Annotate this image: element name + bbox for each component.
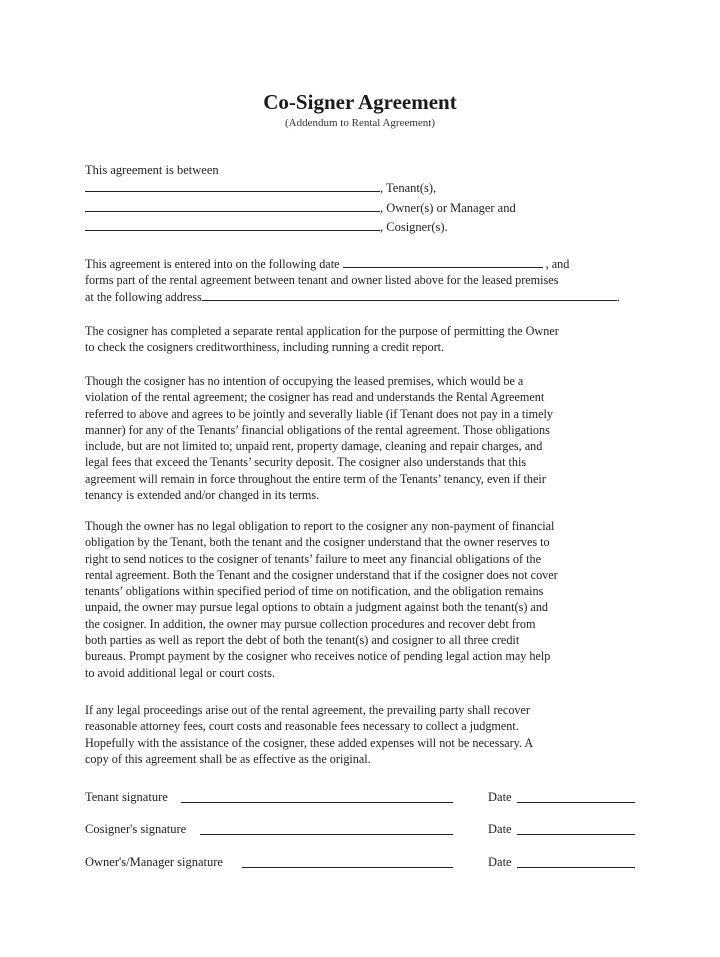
paragraph-line: manner) for any of the Tenants’ financial obligations of the rental agreement. Those obligations <box>85 422 550 437</box>
document-subtitle: (Addendum to Rental Agreement) <box>285 117 435 129</box>
address-line-text: at the following address <box>85 289 202 304</box>
paragraph-line: unpaid, the owner may pursue legal options to obtain a judgment against both the tenant(s) and <box>85 600 549 615</box>
paragraph-line: obligation by the Tenant, both the tenant and the cosigner understand that the owner reserves to <box>85 535 550 550</box>
paragraph-line: right to send notices to the cosigner of tenants’ failure to meet any financial obligations of the <box>85 551 541 566</box>
paragraph-line: rental agreement. Both the Tenant and the cosigner understand that if the cosigner does not cover <box>85 567 558 582</box>
document-title: Co-Signer Agreement <box>263 90 457 114</box>
paragraph-line: Though the owner has no legal obligation to report to the cosigner any non-payment of financial <box>85 519 555 533</box>
owner-date-field[interactable] <box>517 867 635 868</box>
credit-paragraph <box>85 323 645 356</box>
owner-signature-field[interactable] <box>242 867 453 868</box>
cosigner-date-field[interactable] <box>517 834 635 835</box>
cosigner-signature-field[interactable] <box>200 834 453 835</box>
tenant-name-field[interactable] <box>85 180 380 192</box>
paragraph-line: legal fees that exceed the Tenants’ security deposit. The cosigner also understands that this <box>85 455 527 470</box>
paragraph-line: include, but are not limited to; unpaid rent, property damage, cleaning and repair charges, and <box>85 439 543 454</box>
liability-paragraph <box>85 373 645 503</box>
address-line <box>85 289 645 305</box>
paragraph-line: referred to above and agrees to be jointly and severally liable (if Tenant does not pay in a timely <box>85 406 553 421</box>
paragraph-line: tenants’ obligations within specified period of time on notification, and the obligation remains <box>85 584 544 599</box>
date-line <box>85 256 645 272</box>
date-line-text: This agreement is entered into on the following date <box>85 257 340 271</box>
address-field[interactable] <box>202 289 617 301</box>
tenant-signature-label: Tenant signature <box>85 790 168 804</box>
cosigner-name-field[interactable] <box>85 219 380 231</box>
tenant-line <box>85 180 436 196</box>
tenant-signature-field[interactable] <box>181 802 453 803</box>
notice-paragraph <box>85 518 645 681</box>
paragraph-line: Hopefully with the assistance of the cosigner, these added expenses will not be necessary. A <box>85 735 534 750</box>
cosigner-signature-row <box>85 822 645 838</box>
date-paragraph-line-2: forms part of the rental agreement between tenant and owner listed above for the leased premises <box>85 273 559 288</box>
owner-line <box>85 200 516 216</box>
paragraph-line: copy of this agreement shall be as effective as the original. <box>85 751 371 766</box>
paragraph-line: tenancy is extended and/or changed in its terms. <box>85 488 320 503</box>
cosigner-signature-label: Cosigner's signature <box>85 822 187 836</box>
owner-label: , Owner(s) or Manager and <box>380 201 516 215</box>
owner-signature-row <box>85 855 645 871</box>
paragraph-line: bureaus. Prompt payment by the cosigner who receives notice of pending legal action may help <box>85 649 551 664</box>
paragraph-line: to avoid additional legal or court costs. <box>85 665 275 680</box>
tenant-signature-row <box>85 790 645 806</box>
tenant-date-field[interactable] <box>517 802 635 803</box>
paragraph-line: violation of the rental agreement; the cosigner has read and understands the Rental Agreement <box>85 390 545 405</box>
paragraph-line: reasonable attorney fees, court costs and reasonable fees necessary to collect a judgment. <box>85 719 519 734</box>
tenant-date-label: Date <box>488 790 512 804</box>
cosigner-date-label: Date <box>488 822 512 836</box>
legal-paragraph <box>85 702 645 767</box>
paragraph-line: The cosigner has completed a separate rental application for the purpose of permitting the Owner <box>85 324 559 338</box>
cosigner-line <box>85 219 448 235</box>
intro-text: This agreement is between <box>85 163 219 177</box>
agreement-date-field[interactable] <box>343 256 543 268</box>
paragraph-line: both parties as well as report the debt of both the tenant(s) and cosigner to all three credit <box>85 633 520 648</box>
owner-date-label: Date <box>488 855 512 869</box>
paragraph-line: the cosigner. In addition, the owner may pursue collection procedures and recover debt from <box>85 616 536 631</box>
date-line-suffix: , and <box>545 257 570 271</box>
paragraph-line: to check the cosigners creditworthiness, including running a credit report. <box>85 340 445 355</box>
paragraph-line: If any legal proceedings arise out of the rental agreement, the prevailing party shall recover <box>85 703 530 717</box>
paragraph-line: agreement will remain in force throughout the entire term of the Tenants’ tenancy, even if their <box>85 471 546 486</box>
owner-name-field[interactable] <box>85 200 380 212</box>
owner-signature-label: Owner's/Manager signature <box>85 855 223 869</box>
paragraph-line: Though the cosigner has no intention of occupying the leased premises, which would be a <box>85 374 524 388</box>
cosigner-label: , Cosigner(s). <box>380 220 448 234</box>
date-address-paragraph <box>85 256 645 305</box>
address-line-suffix: . <box>616 289 620 304</box>
tenant-label: , Tenant(s), <box>380 181 437 195</box>
